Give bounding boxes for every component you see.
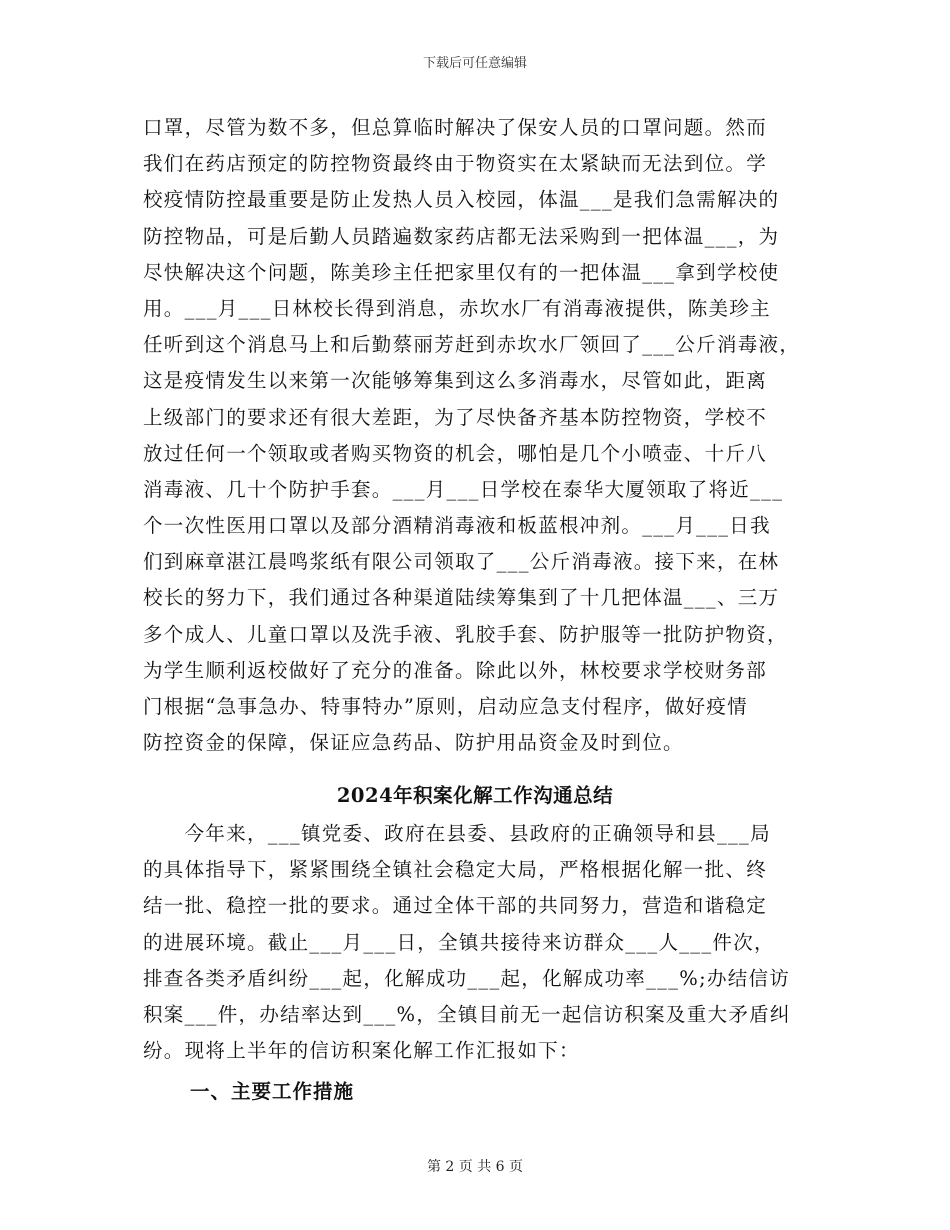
section-heading: 一、主要工作措施 [190, 1080, 355, 1103]
document-title: 2024年积案化解工作沟通总结 [336, 784, 614, 807]
page-header: 下载后可任意编辑 [422, 56, 527, 71]
text-line: 今年来，___镇党委、政府在县委、县政府的正确领导和县___局 [143, 822, 771, 845]
text-line: 积案___件，办结率达到___%，全镇目前无一起信访积案及重大矛盾纠 [143, 1002, 791, 1026]
text-line: 放过任何一个领取或者购买物资的机会，哪怕是几个小喷壶、十斤八 [143, 441, 768, 465]
text-line: 的具体指导下，紧紧围绕全镇社会稳定大局，严格根据化解一批、终 [143, 858, 768, 882]
text-line: 纷。现将上半年的信访积案化解工作汇报如下： [143, 1039, 580, 1063]
text-line: 防控资金的保障，保证应急药品、防护用品资金及时到位。 [143, 731, 684, 755]
text-line: 门根据“急事急办、特事特办”原则，启动应急支付程序，做好疫情 [143, 695, 748, 718]
text-line: 个一次性医用口罩以及部分酒精消毒液和板蓝根冲剂。___月___日我 [143, 514, 771, 538]
text-line: 防控物品，可是后勤人员踏遍数家药店都无法采购到一把体温___，为 [143, 224, 780, 248]
text-line: 的进展环境。截止___月___日，全镇共接待来访群众___人___件次， [143, 930, 775, 954]
text-line: 口罩，尽管为数不多，但总算临时解决了保安人员的口罩问题。然而 [143, 116, 768, 139]
text-line: 任听到这个消息马上和后勤蔡丽芳赶到赤坎水厂领回了___公斤消毒液， [143, 333, 801, 357]
text-line: 我们在药店预定的防控物资最终由于物资实在太紧缺而无法到位。学 [143, 152, 768, 176]
text-line: 们到麻章湛江晨鸣浆纸有限公司领取了___公斤消毒液。接下来，在林 [143, 550, 780, 574]
page-footer: 第 2 页 共 6 页 [426, 1159, 524, 1175]
text-line: 消毒液、几十个防护手套。___月___日学校在泰华大厦领取了将近___ [143, 477, 784, 501]
text-line: 排查各类矛盾纠纷___起，化解成功___起，化解成功率___%;办结信访 [143, 966, 791, 990]
text-line: 上级部门的要求还有很大差距，为了尽快备齐基本防控物资，学校不 [143, 405, 768, 429]
text-line: 多个成人、儿童口罩以及洗手液、乳胶手套、防护服等一批防护物资， [143, 622, 788, 646]
text-line: 为学生顺利返校做好了充分的准备。除此以外，林校要求学校财务部 [143, 658, 768, 682]
text-line: 尽快解决这个问题，陈美珍主任把家里仅有的一把体温___拿到学校使 [143, 260, 780, 284]
text-line: 校长的努力下，我们通过各种渠道陆续筹集到了十几把体温___、三万 [143, 586, 780, 610]
text-line: 用。___月___日林校长得到消息，赤坎水厂有消毒液提供，陈美珍主 [143, 296, 771, 320]
text-line: 校疫情防控最重要是防止发热人员入校园，体温___是我们急需解决的 [143, 188, 780, 212]
paragraph-continued [143, 110, 823, 761]
paragraph-intro [143, 816, 823, 1069]
text-line: 结一批、稳控一批的要求。通过全体干部的共同努力，营造和谐稳定 [143, 894, 768, 918]
text-line: 这是疫情发生以来第一次能够筹集到这么多消毒水，尽管如此，距离 [143, 369, 768, 393]
